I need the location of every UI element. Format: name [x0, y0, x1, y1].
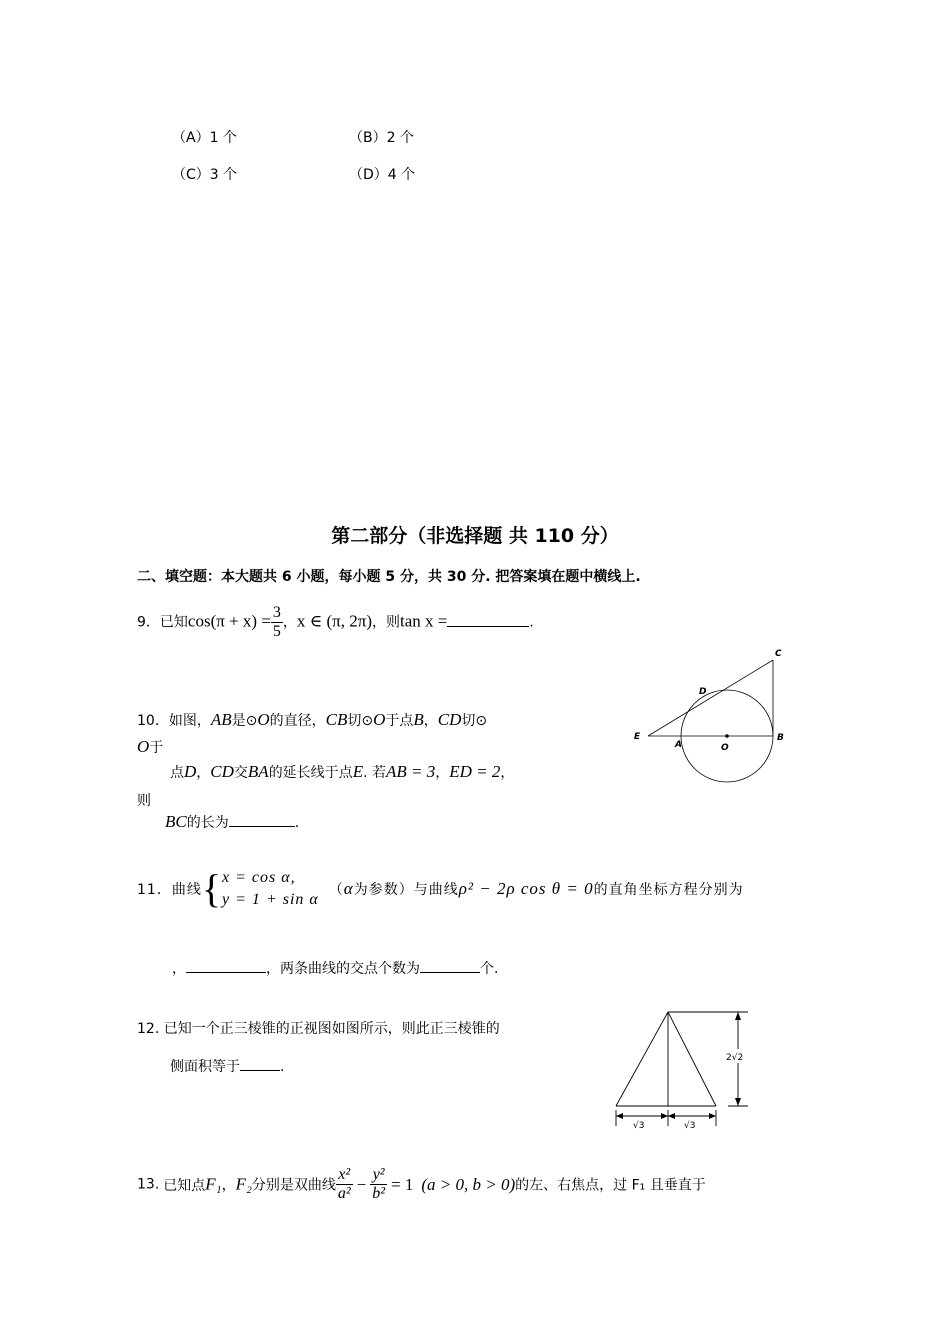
choice-b: （B）2 个 — [349, 130, 414, 146]
front-view-figure — [606, 1006, 766, 1132]
center-point — [725, 734, 729, 738]
label-a: A — [675, 740, 682, 750]
answer-blank — [240, 1056, 280, 1071]
question-number: 9． — [137, 614, 160, 631]
tangent-ec — [648, 660, 773, 736]
question-10: 10．如图，AB是⊙O的直径，CB切⊙O于点B，CD切⊙ — [137, 710, 488, 729]
label-b: B — [777, 733, 784, 743]
part-title: 第二部分（非选择题 共 110 分） — [331, 525, 619, 547]
answer-blank — [229, 812, 295, 827]
question-number: 10． — [137, 713, 169, 729]
fraction-y: $\frac{\text{y²}}{\text{b²}}$ — [372, 1166, 386, 1202]
brace: { — [201, 866, 223, 911]
question-9: 9．已知cos(π + x) = $\frac{3}{5}$ ，x ∈ (π, 2π)，则tan x = . — [137, 604, 534, 640]
section-header: 二、填空题：本大题共 6 小题，每小题 5 分，共 30 分. 把答案填在题中横线上. — [137, 569, 641, 585]
label-o: O — [721, 743, 729, 753]
question-13: 13. 已知点F₁，F₂分别是双曲线 $\frac{\text{x²}}{\text{a²}}$ − $\frac{\text{y²}}{\text{b²}}$ = 1 (a > 0, b > 0)的左、右焦点，过 F₁ 且垂直于 — [137, 1166, 706, 1202]
tangent-circle-figure — [628, 644, 798, 784]
answer-blank — [447, 612, 529, 627]
answer-blank — [186, 958, 266, 973]
choice-d: （D）4 个 — [349, 167, 416, 183]
choice-a: （A）1 个 — [172, 130, 237, 146]
answer-blank — [420, 958, 480, 973]
question-number: 12. — [137, 1021, 160, 1037]
parametric-system: x = cos α, y = 1 + sin α — [222, 869, 319, 908]
label-d: D — [699, 687, 707, 697]
base-left-label: √3 — [633, 1121, 645, 1131]
base-right-label: √3 — [684, 1121, 696, 1131]
label-e: E — [634, 732, 641, 742]
fraction: $\frac{3}{5}$ — [272, 604, 281, 640]
polar-equation: ρ² − 2ρ cos θ = 0 — [458, 879, 594, 898]
choice-c: （C）3 个 — [172, 167, 238, 183]
question-number: 11． — [137, 882, 172, 898]
math-expression: x ∈ (π, 2π) — [296, 611, 372, 631]
question-number: 13. — [137, 1176, 160, 1193]
fraction-x: $\frac{\text{x²}}{\text{a²}}$ — [337, 1166, 351, 1202]
math-expression: cos(π + x) = — [187, 611, 271, 631]
question-11: 11．曲线{ x = cos α, y = 1 + sin α （α为参数）与曲线ρ² − 2ρ cos θ = 0的直角坐标方程分别为 — [137, 866, 744, 911]
question-12: 12. 已知一个正三棱锥的正视图如图所示，则此正三棱锥的 — [137, 1021, 500, 1037]
height-label: 2√2 — [726, 1053, 744, 1063]
math-expression: tan x = — [400, 611, 448, 631]
label-c: C — [775, 649, 782, 659]
